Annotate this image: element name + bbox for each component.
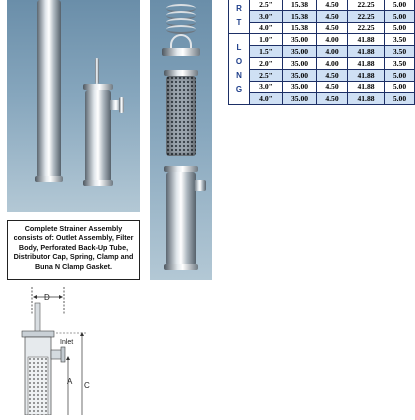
filter-body [166,172,196,266]
table-cell: 4.0" [250,22,283,34]
product-photo-assembled [7,0,140,212]
table-cell: 4.00 [317,46,348,58]
table-cell: 15.38 [283,0,317,10]
table-cell: 3.0" [250,10,283,22]
table-cell: 41.88 [348,34,385,46]
long-label-letter: N [236,71,242,81]
product-photo-exploded [150,0,212,280]
drawing-top-ferrule [22,331,54,337]
table-cell: 5.00 [385,22,415,34]
dim-d-arrow-left [33,295,37,299]
outlet-port [194,180,206,191]
table-cell: 3.50 [385,34,415,46]
filter-body-bottom-ferrule [164,264,198,270]
table-cell: 15.38 [283,22,317,34]
table-cell: 1.5" [250,46,283,58]
long-label-letter: L [236,43,242,53]
table-cell: 4.50 [317,81,348,93]
table-cell: 4.50 [317,0,348,10]
short-label-letter: R [236,4,242,14]
inlet-label: Inlet [60,339,74,346]
long-label-cell [229,34,250,105]
dim-a-arrow [66,356,70,360]
outlet-ferrule [119,97,124,113]
table-cell: 4.50 [317,69,348,81]
table-cell: 41.88 [348,81,385,93]
table-cell: 41.88 [348,69,385,81]
table-cell: 35.00 [283,93,317,105]
table-cell: 5.00 [385,69,415,81]
perforated-back-up-tube [166,76,196,156]
long-label-letter: G [235,85,243,95]
dim-c-label: C [84,381,90,390]
dim-c-arrow [80,332,84,336]
distributor-cap [162,48,200,56]
long-strainer-body [37,0,61,178]
drawing-perforated-tube [28,357,48,415]
strainer-drawing [0,285,150,415]
table-cell: 2.0" [250,57,283,69]
table-cell: 41.88 [348,93,385,105]
dim-d-arrow-right [59,295,63,299]
table-cell: 2.5" [250,69,283,81]
short-label-letter: T [236,18,242,28]
table-cell: 35.00 [283,57,317,69]
assembly-caption: Complete Strainer Assembly consists of: Outlet Assembly, Filter Body, Perforated Back-Up Tube, Distributor Cap, Spring, Clamp and Buna N Clamp Gasket. [7,220,140,280]
table-cell: 5.00 [385,0,415,10]
table-cell: 4.50 [317,22,348,34]
table-cell: 15.38 [283,10,317,22]
table-cell: 22.25 [348,22,385,34]
spring-coil [166,25,196,34]
drawing-inlet-ferrule [61,347,65,362]
short-label-cell [229,0,250,34]
table-cell: 4.50 [317,93,348,105]
table-cell: 35.00 [283,34,317,46]
dim-d-label: D [44,293,50,302]
table-cell: 4.0" [250,93,283,105]
short-strainer-body [85,90,111,182]
table-cell: 1.0" [250,34,283,46]
table-cell: 4.00 [317,57,348,69]
table-cell: 35.00 [283,81,317,93]
table-cell: 4.00 [317,34,348,46]
table-cell: 41.88 [348,46,385,58]
dimensions-table [228,0,415,105]
table-cell: 4.50 [317,10,348,22]
table-cell: 3.50 [385,57,415,69]
table-cell: 3.50 [385,46,415,58]
table-cell: 2.5" [250,0,283,10]
short-strainer-rod [95,58,99,84]
drawing-rod [35,303,40,333]
long-strainer-ferrule [35,176,63,182]
short-strainer-ferrule-bottom [83,180,113,186]
table-cell: 3.0" [250,81,283,93]
table-cell: 5.00 [385,93,415,105]
table-cell: 22.25 [348,10,385,22]
dim-a-label: A [67,377,73,386]
table-cell: 41.88 [348,57,385,69]
table-cell: 35.00 [283,69,317,81]
dimension-diagram [0,285,150,415]
table-cell: 5.00 [385,10,415,22]
table-cell: 35.00 [283,46,317,58]
distributor-handle [170,34,192,48]
table-cell: 22.25 [348,0,385,10]
table-cell: 5.00 [385,81,415,93]
long-label-letter: O [235,57,243,67]
